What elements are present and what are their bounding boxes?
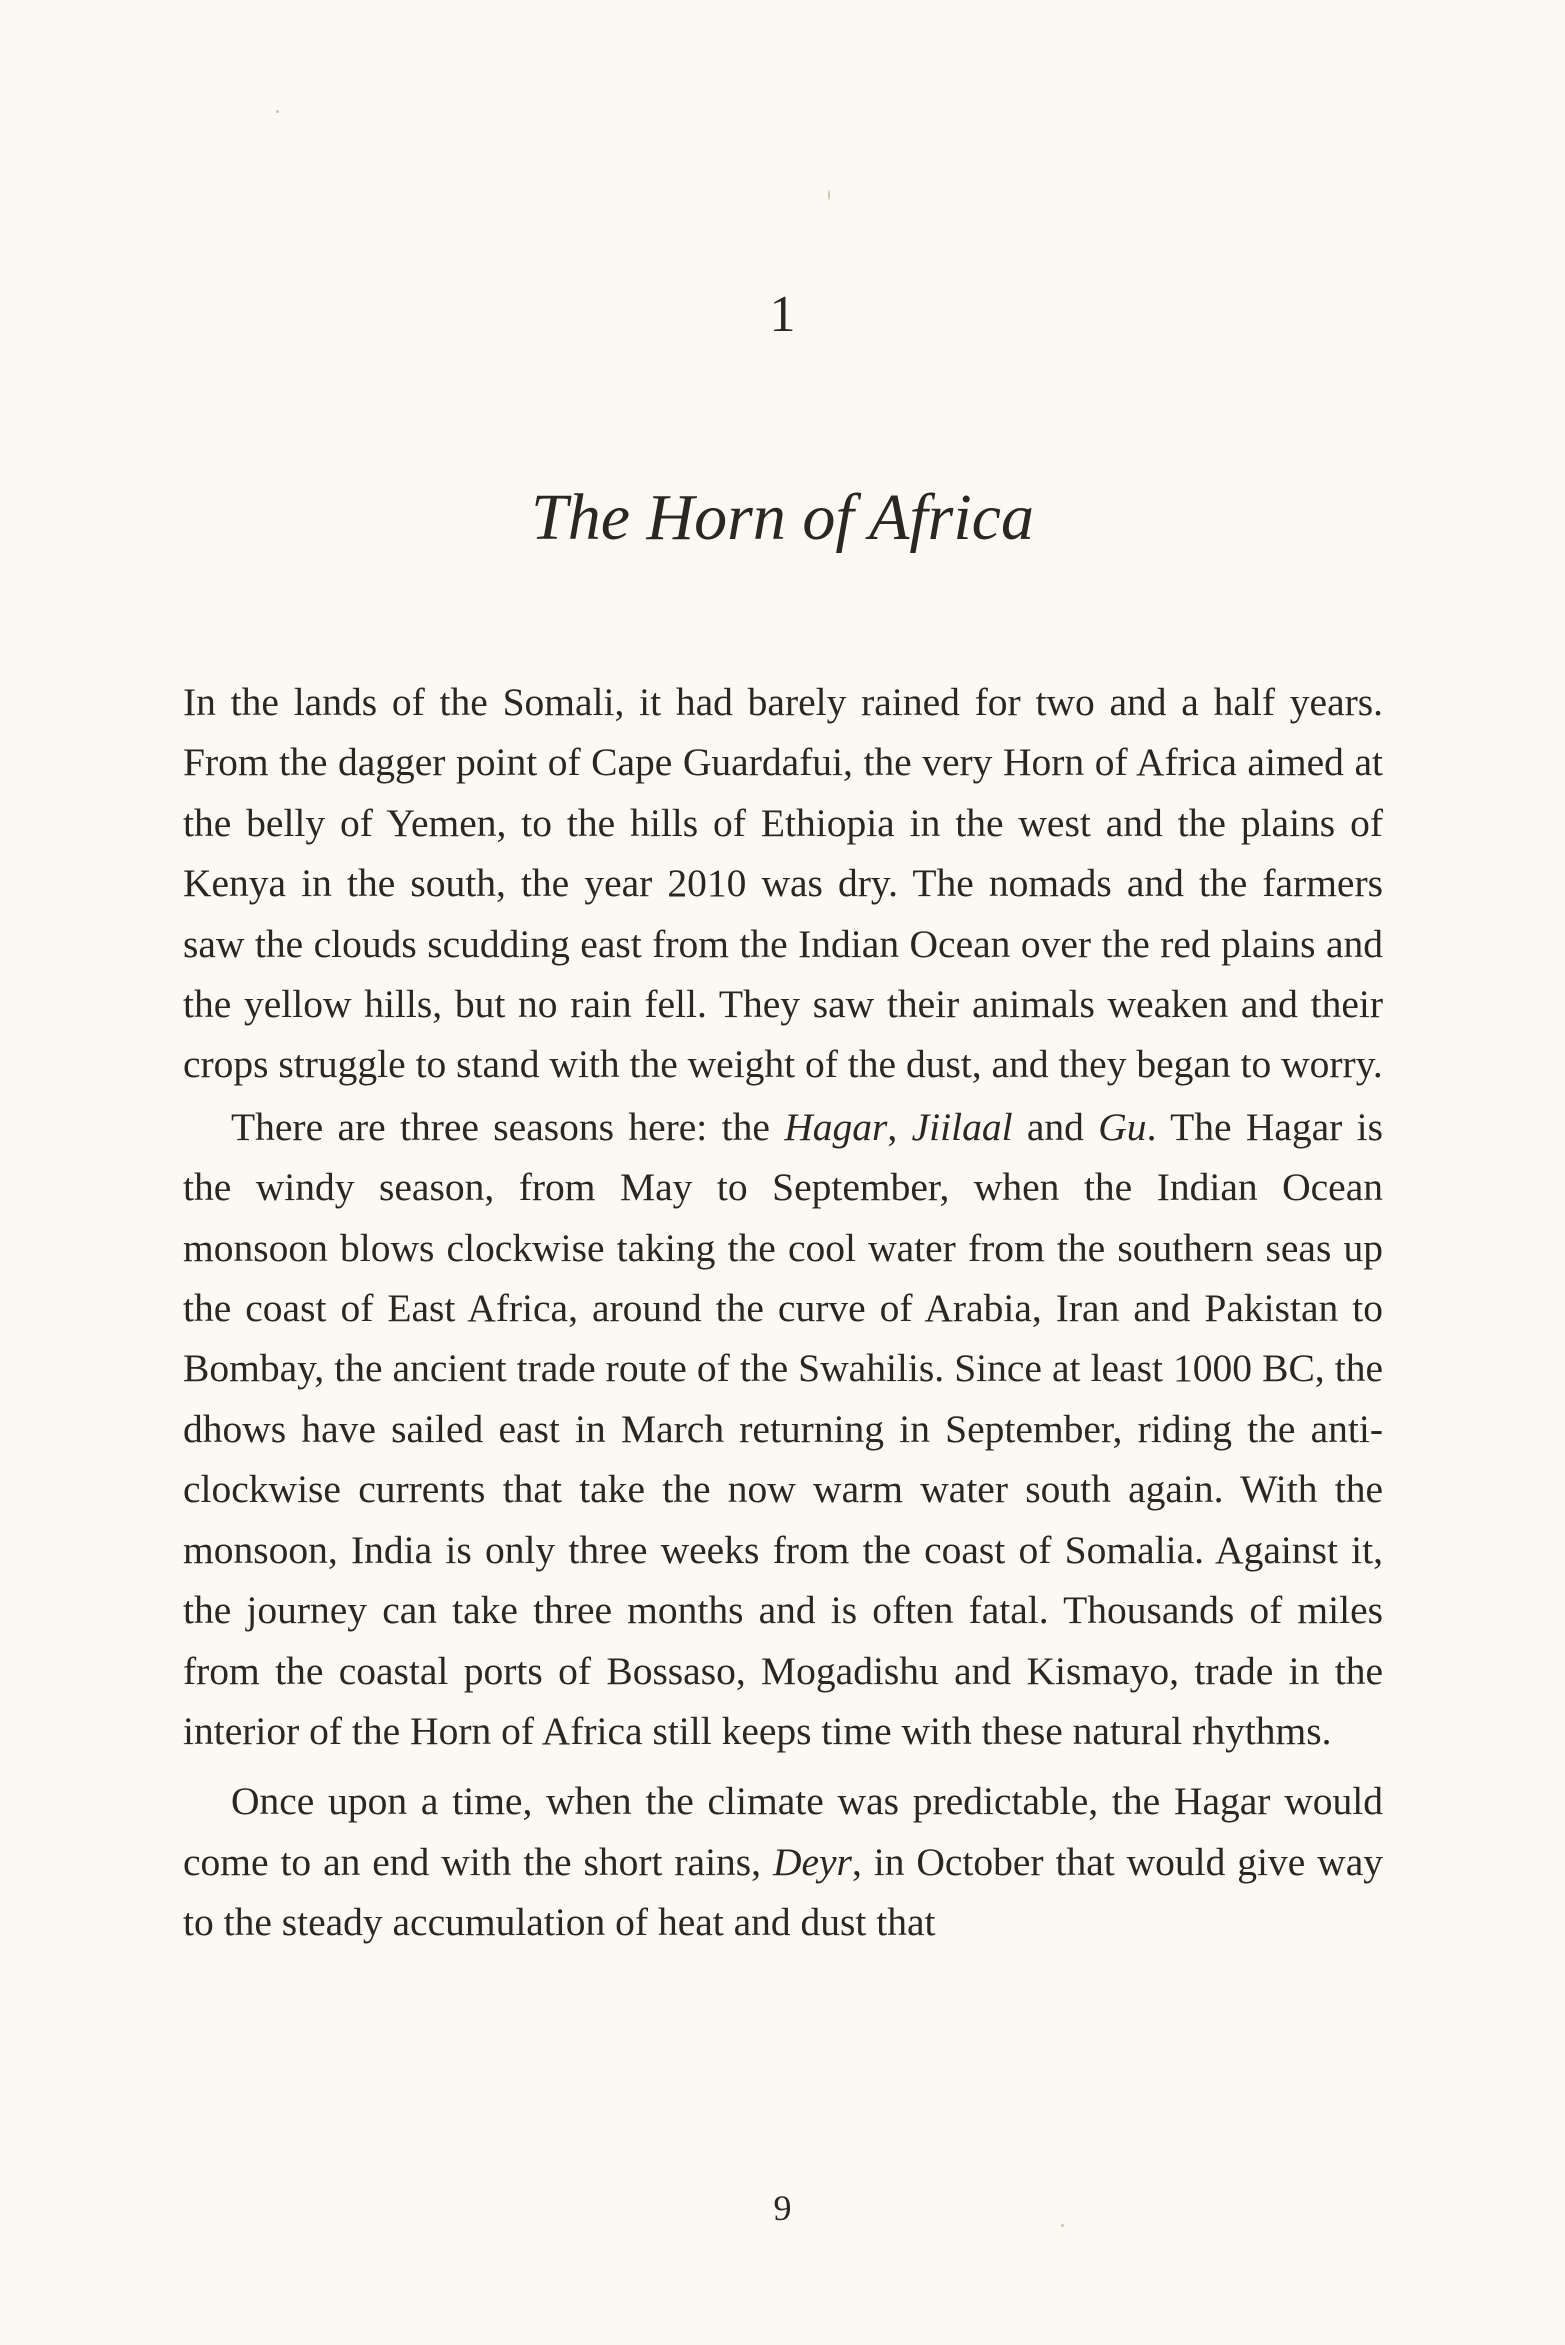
term-deyr: Deyr — [772, 1839, 852, 1884]
paragraph-1 — [183, 672, 1383, 1095]
paragraph-2 — [183, 1097, 1383, 1761]
paper-speck — [828, 190, 830, 200]
term-gu: Gu — [1098, 1104, 1147, 1149]
paragraph-2-text: , — [887, 1104, 912, 1149]
paragraph-3-text: Once upon a time, when the climate was predictable, the Hagar would come to an end with the short rains, — [183, 1779, 1383, 1884]
paragraph-2-text: There are three seasons here: the — [231, 1104, 785, 1149]
paragraph-2-text: . The Hagar is the windy season, from May to September, when the Indian Ocean monsoon blows clockwise taking the cool water from the southern seas up the coast of East Africa, around the curve of Arabia, Iran and Pakistan to Bombay, the ancient trade route of the Swahilis. Since at least 1000 BC, the dhows have sailed east in March returning in September, riding the anticlockwise currents that take the now warm water south again. With the monsoon, India is only three weeks from the coast of Somalia. Against it, the journey can take three months and is often fatal. Thousands of miles from the coastal ports of Bossaso, Mogadishu and Kismayo, trade in the interior of the Horn of Africa still keeps time with these natural rhythms. — [183, 1104, 1384, 1753]
chapter-number: 1 — [769, 286, 796, 343]
paragraph-3-text: , in October that would give way to the steady accumulation of heat and dust that — [183, 1839, 1383, 1945]
body-text — [183, 672, 1383, 1953]
chapter-title: The Horn of Africa — [531, 481, 1034, 554]
paragraph-3 — [183, 1771, 1383, 1952]
page-number: 9 — [773, 2188, 792, 2228]
paper-speck — [276, 110, 279, 113]
paragraph-1-text: In the lands of the Somali, it had barely rained for two and a half years. From the dagger point of Cape Guardafui, the very Horn of Africa aimed at the belly of Yemen, to the hills of Ethiopia in the west and the plains of Kenya in the south, the year 2010 was dry. The nomads and the farmers saw the clouds scudding east from the Indian Ocean over the red plains and the yellow hills, but no rain fell. They saw their animals weaken and their crops struggle to stand with the weight of the dust, and they began to worry. — [183, 680, 1383, 1087]
term-hagar: Hagar — [784, 1104, 888, 1149]
term-jiilaal: Jiilaal — [911, 1104, 1013, 1149]
paper-speck — [1061, 2224, 1064, 2227]
paragraph-2-text: and — [1012, 1104, 1099, 1149]
